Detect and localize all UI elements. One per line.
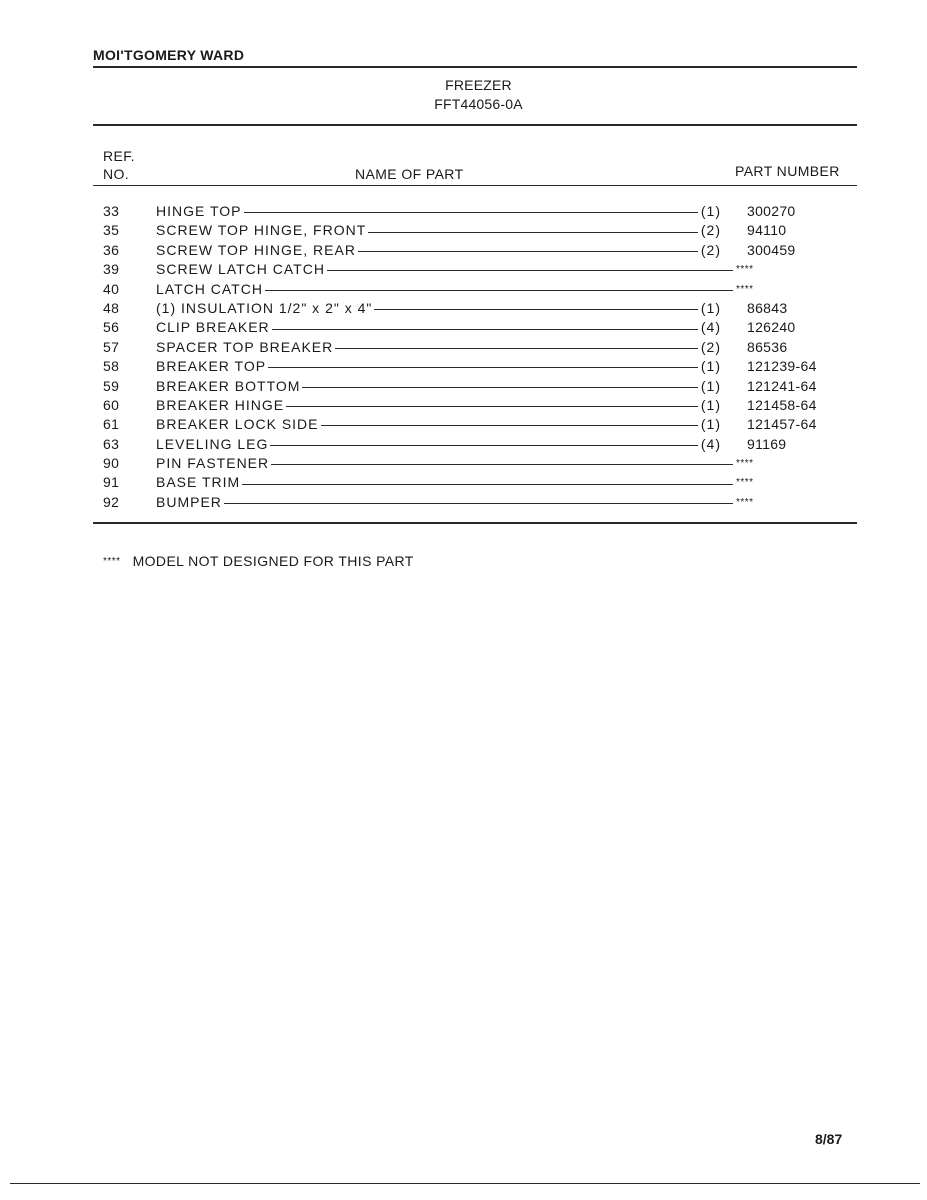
part-ref-number: 92 — [103, 493, 120, 510]
part-ref-number: 90 — [103, 455, 120, 472]
part-description-area — [156, 435, 721, 454]
part-quantity: (1) — [700, 396, 721, 413]
part-row — [103, 318, 863, 337]
part-ref-number: 48 — [103, 299, 120, 316]
leader-line — [302, 387, 697, 388]
part-name: BASE TRIM — [156, 474, 241, 491]
part-name: BREAKER TOP — [156, 358, 267, 375]
part-ref-number: 58 — [103, 358, 120, 375]
part-row — [103, 493, 863, 512]
part-ref-number: 35 — [103, 222, 120, 239]
title-rule — [93, 124, 857, 126]
leader-line — [270, 445, 697, 446]
part-row — [103, 435, 863, 454]
part-name: SCREW TOP HINGE, REAR — [156, 241, 356, 258]
part-name: LATCH CATCH — [156, 280, 263, 297]
part-number: 121239-64 — [747, 358, 817, 375]
part-ref-number: 39 — [103, 261, 120, 278]
part-name: BREAKER BOTTOM — [156, 377, 301, 394]
leader-line — [358, 251, 698, 252]
part-description-area — [156, 280, 733, 299]
leader-line — [335, 348, 698, 349]
part-number: 86843 — [747, 299, 788, 316]
part-name: SPACER TOP BREAKER — [156, 338, 334, 355]
leader-line — [368, 232, 698, 233]
part-row — [103, 221, 863, 240]
part-name: BREAKER LOCK SIDE — [156, 416, 319, 433]
leader-line — [374, 309, 698, 310]
header-rule — [93, 66, 857, 68]
part-quantity: (1) — [700, 203, 721, 219]
model-number: FFT44056-0A — [434, 96, 523, 112]
part-description-area — [156, 221, 721, 240]
part-name: (1) INSULATION 1/2" x 2" x 4" — [156, 299, 373, 316]
part-description-area — [156, 357, 721, 376]
part-number: 300270 — [747, 203, 796, 219]
part-description-area — [156, 377, 721, 396]
part-name: CLIP BREAKER — [156, 319, 270, 336]
part-row — [103, 280, 863, 299]
part-number: 94110 — [747, 222, 787, 239]
leader-line — [327, 270, 733, 271]
part-quantity: (4) — [700, 435, 721, 452]
part-quantity: (2) — [700, 338, 721, 355]
part-description-area — [156, 241, 721, 260]
part-ref-number: 59 — [103, 377, 120, 394]
part-description-area — [156, 396, 721, 415]
part-description-area — [156, 260, 733, 279]
part-ref-number: 61 — [103, 416, 120, 433]
part-row — [103, 357, 863, 376]
part-name: HINGE TOP — [156, 203, 242, 219]
part-quantity: (4) — [700, 319, 721, 336]
part-description-area — [156, 415, 721, 434]
table-bottom-rule — [93, 522, 857, 524]
leader-line — [271, 464, 733, 465]
part-not-applicable-mark: **** — [736, 477, 754, 489]
part-ref-number: 63 — [103, 435, 120, 452]
part-ref-number: 40 — [103, 280, 120, 297]
part-number: 86536 — [747, 338, 788, 355]
part-not-applicable-mark: **** — [736, 283, 754, 295]
part-ref-number: 91 — [103, 474, 120, 491]
column-header-part-number: PART NUMBER — [735, 163, 840, 179]
part-description-area — [156, 473, 733, 492]
part-row — [103, 415, 863, 434]
part-number: 121241-64 — [747, 377, 817, 394]
footnote-text: MODEL NOT DESIGNED FOR THIS PART — [132, 553, 414, 569]
part-name: SCREW TOP HINGE, FRONT — [156, 222, 367, 239]
part-row — [103, 396, 863, 415]
product-title: FREEZER — [445, 77, 512, 93]
part-not-applicable-mark: **** — [736, 264, 754, 276]
part-name: SCREW LATCH CATCH — [156, 261, 325, 278]
parts-list — [103, 202, 863, 512]
part-row — [103, 260, 863, 279]
part-number: 121457-64 — [747, 416, 817, 433]
part-row — [103, 454, 863, 473]
leader-line — [286, 406, 698, 407]
leader-line — [265, 290, 733, 291]
part-quantity: (2) — [700, 241, 721, 258]
column-header-rule — [93, 185, 857, 186]
part-description-area — [156, 454, 733, 473]
part-ref-number: 56 — [103, 319, 120, 336]
part-ref-number: 60 — [103, 396, 120, 413]
part-description-area — [156, 318, 721, 337]
part-name: PIN FASTENER — [156, 455, 270, 472]
part-ref-number: 57 — [103, 338, 120, 355]
brand-name: MOI'TGOMERY WARD — [93, 47, 245, 63]
leader-line — [242, 484, 733, 485]
part-row — [103, 473, 863, 492]
part-name: BREAKER HINGE — [156, 396, 285, 413]
part-row — [103, 241, 863, 260]
part-ref-number: 36 — [103, 241, 120, 258]
part-quantity: (2) — [700, 222, 721, 239]
part-row — [103, 377, 863, 396]
leader-line — [224, 503, 733, 504]
footer-rule — [10, 1183, 920, 1184]
leader-line — [321, 425, 698, 426]
part-number: 126240 — [747, 319, 796, 336]
part-row — [103, 202, 863, 221]
part-quantity: (1) — [700, 377, 721, 394]
part-ref-number: 33 — [103, 203, 120, 219]
part-quantity: (1) — [700, 358, 721, 375]
part-description-area — [156, 299, 721, 318]
part-quantity: (1) — [700, 299, 721, 316]
footnote-symbol: **** — [103, 556, 121, 567]
part-number: 300459 — [747, 241, 796, 258]
column-header-ref — [103, 147, 135, 183]
footnote — [103, 552, 414, 571]
column-header-ref-line2: NO. — [103, 166, 130, 182]
part-name: LEVELING LEG — [156, 435, 269, 452]
part-not-applicable-mark: **** — [736, 496, 754, 508]
part-not-applicable-mark: **** — [736, 458, 754, 470]
column-header-ref-line1: REF. — [103, 148, 135, 164]
title-block — [0, 76, 927, 114]
leader-line — [268, 367, 698, 368]
part-row — [103, 299, 863, 318]
part-description-area — [156, 338, 721, 357]
leader-line — [244, 212, 698, 213]
part-description-area — [156, 202, 721, 221]
part-name: BUMPER — [156, 493, 222, 510]
page-number: 8/87 — [815, 1131, 843, 1147]
part-quantity: (1) — [700, 416, 721, 433]
part-number: 91169 — [747, 435, 787, 452]
leader-line — [272, 329, 698, 330]
column-header-name: NAME OF PART — [355, 166, 464, 182]
part-description-area — [156, 493, 733, 512]
part-number: 121458-64 — [747, 396, 817, 413]
part-row — [103, 338, 863, 357]
